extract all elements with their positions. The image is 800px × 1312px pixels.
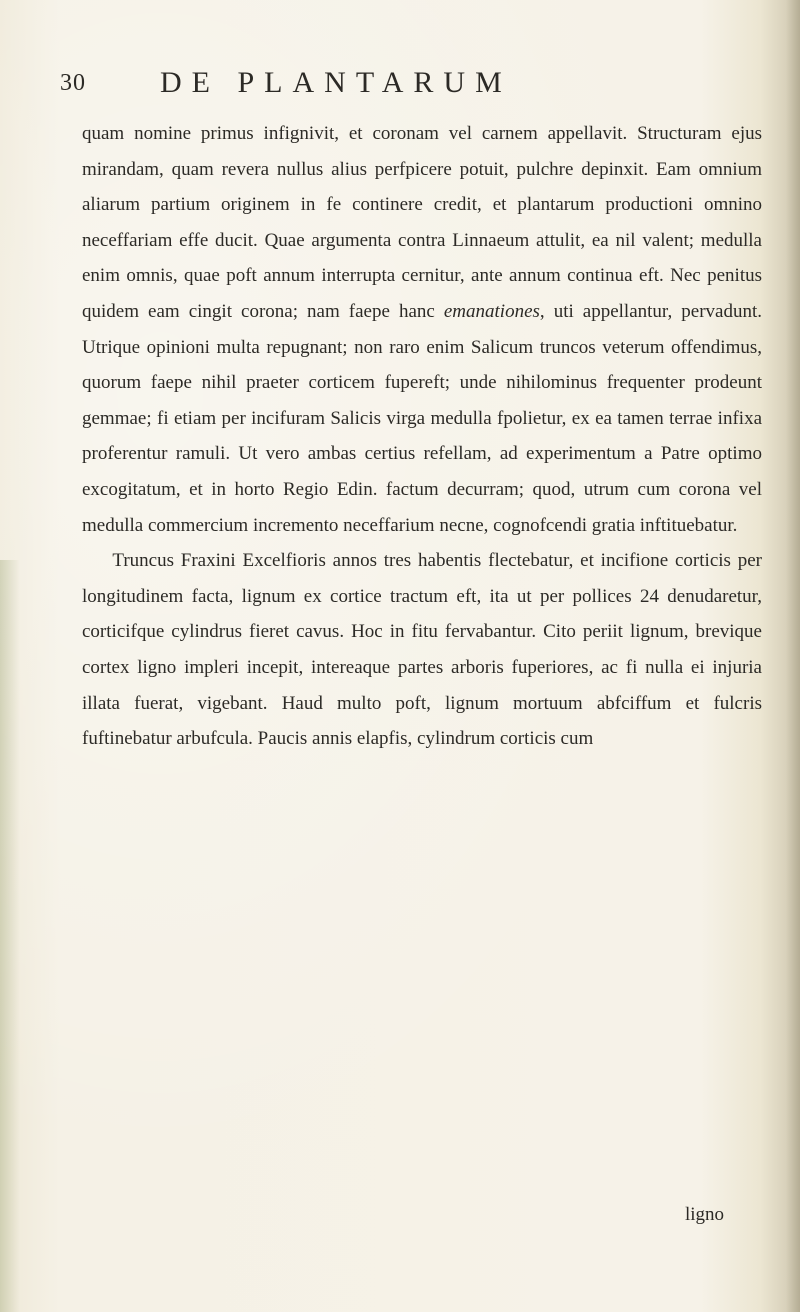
catchword: ligno <box>685 1204 725 1225</box>
paragraph-2: Truncus Fraxini Excelfioris annos tres habentis flectebatur, et incifione corticis per longitudinem facta, lignum ex cortice tractum eft, ita ut per pollices 24 denudaretur, corticifque cylindrus fieret cavus. Hoc in fitu fervabantur. Cito periit lignum, brevique cortex ligno impleri incepit, intereaque partes arboris fuperiores, ac fi nulla ei injuria illata fuerat, vigebant. Haud multo poft, lignum mortuum abfciffum et fulcris fuftinebatur arbufcula. Paucis annis elapfis, cylindrum corticis cum <box>82 550 762 750</box>
page-edge-shadow <box>786 0 800 1312</box>
body-text <box>82 116 762 757</box>
paragraph-1: quam nomine primus infignivit, et coronam vel carnem appellavit. Structuram ejus mirandam, quam revera nullus alius perfpicere potuit, pulchre depinxit. Eam omnium aliarum partium originem in fe continere credit, et plantarum productioni omnino neceffariam effe ducit. Quae argumenta contra Linnaeum attulit, ea nil valent; medulla enim omnis, quae poft annum interrupta cernitur, ante annum continua eft. Nec penitus quidem eam cingit corona; nam faepe hanc emanationes, uti appellantur, pervadunt. Utrique opinioni multa repugnant; non raro enim Salicum truncos veterum offendimus, quorum faepe nihil praeter corticem fupereft; unde nihilominus frequenter prodeunt gemmae; fi etiam per incifuram Salicis virga medulla fpolietur, ex ea tamen terrae infixa proferentur ramuli. Ut vero ambas certius refellam, ad experimentum a Patre optimo excogitatum, et in horto Regio Edin. factum decurram; quod, utrum cum corona vel medulla commercium incremento neceffarium necne, cognofcendi gratia inftituebatur. <box>82 123 763 536</box>
page-header <box>60 66 760 106</box>
running-title: DE PLANTARUM <box>160 66 512 99</box>
page-stain <box>0 560 20 1312</box>
emphasized-term: emanationes <box>443 300 540 322</box>
page-number: 30 <box>60 70 86 96</box>
